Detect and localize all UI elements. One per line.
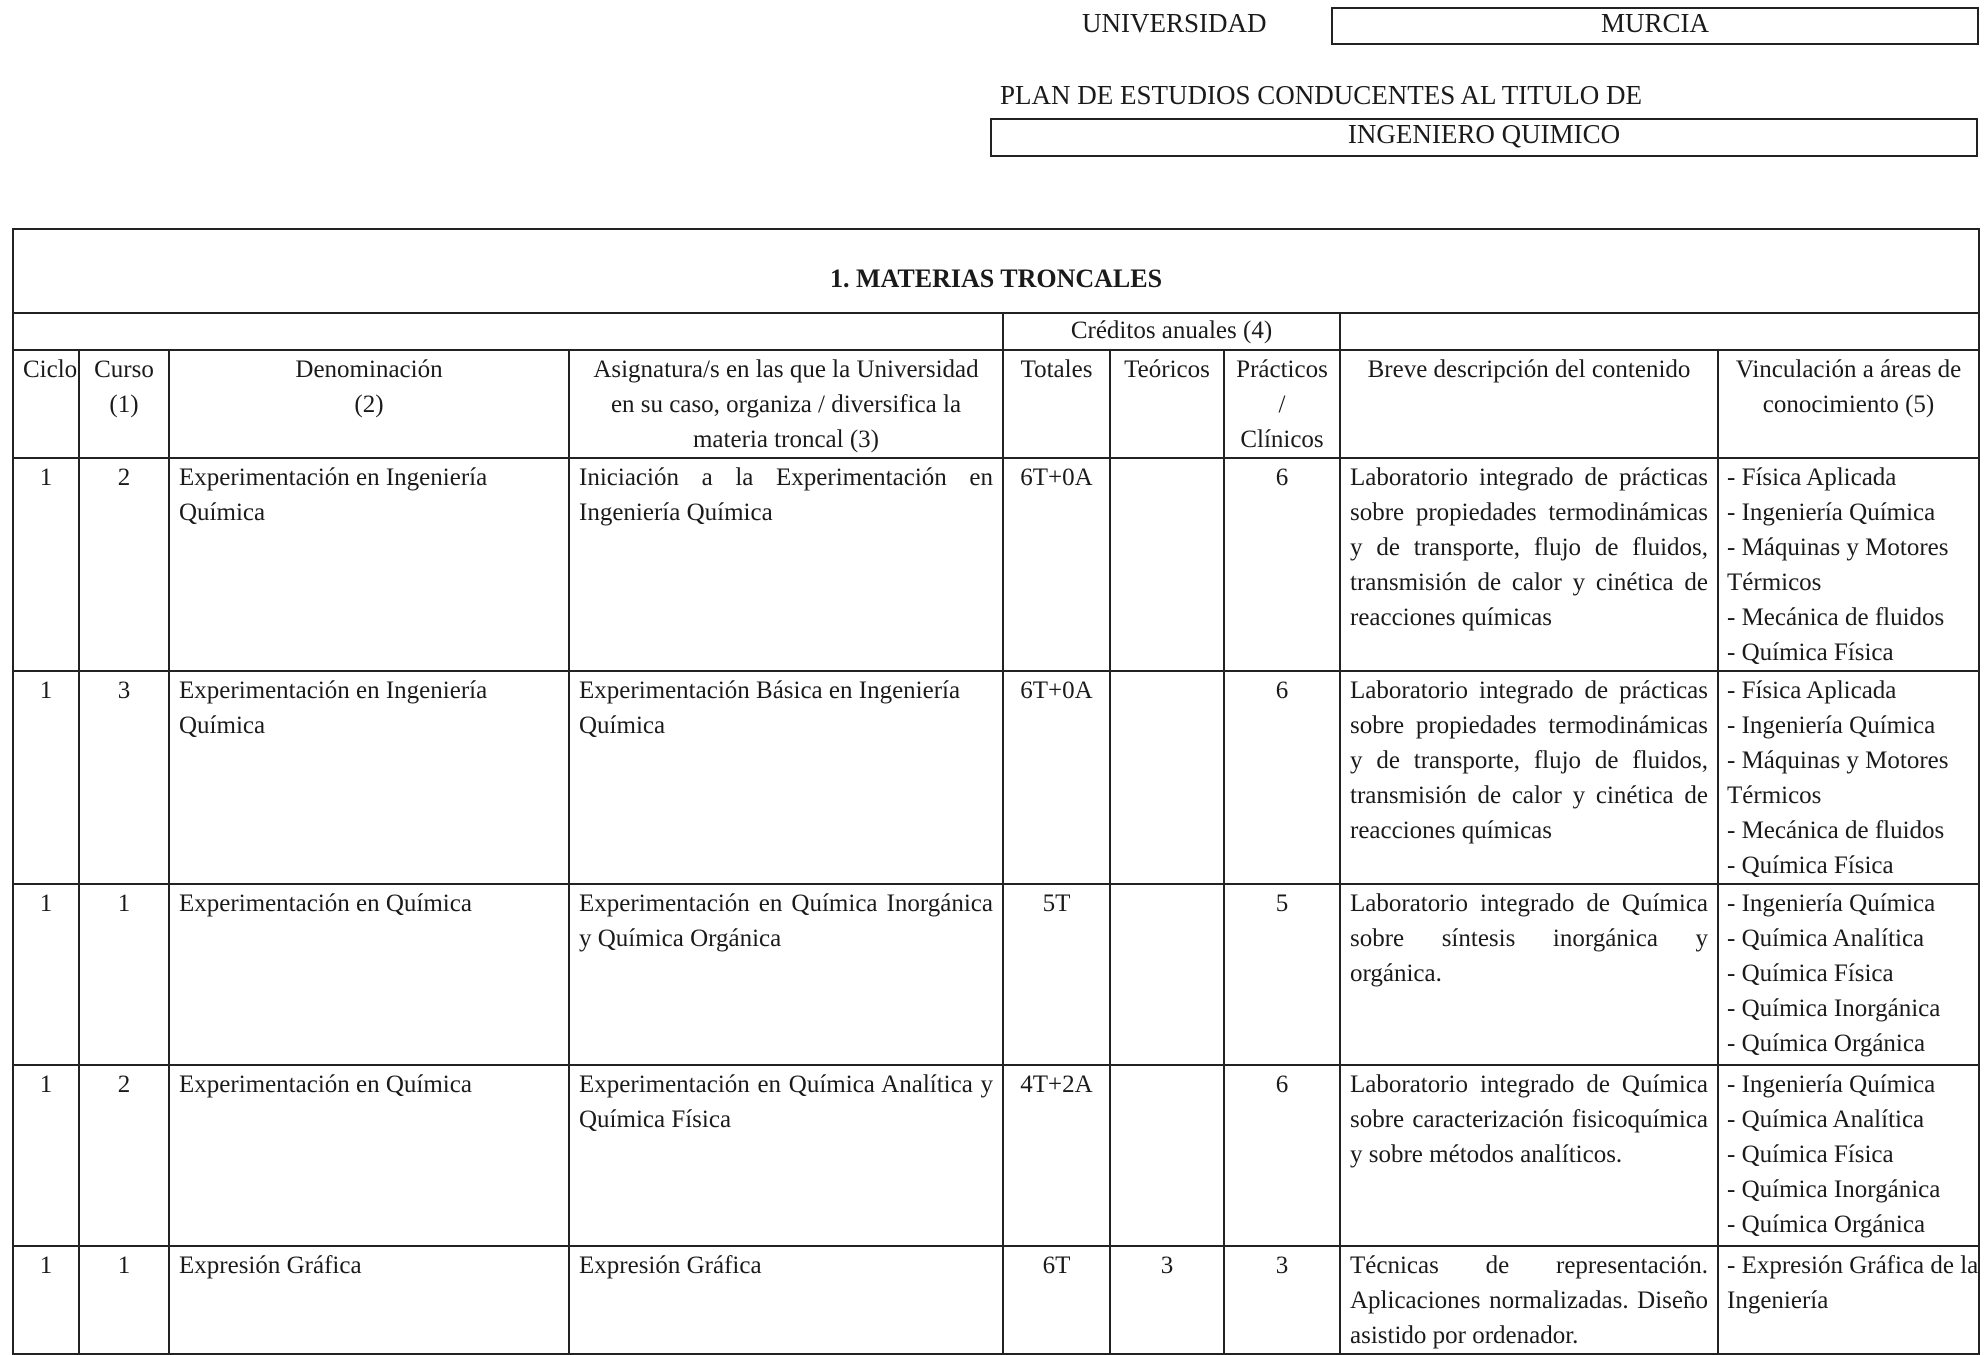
cell-denominacion: Experimentación en Química bbox=[169, 884, 569, 1065]
cell-curso: 2 bbox=[79, 458, 169, 671]
cell-totales: 5T bbox=[1003, 884, 1110, 1065]
cell-areas bbox=[1718, 1246, 1979, 1354]
area-item: - Máquinas y Motores bbox=[1727, 747, 1949, 774]
cell-denominacion: Experimentación en Ingeniería Química bbox=[169, 458, 569, 671]
area-item: Térmicos bbox=[1727, 569, 1822, 596]
cell-asignatura: Iniciación a la Experimentación en Ingeniería Química bbox=[569, 458, 1003, 671]
cell-areas bbox=[1718, 458, 1979, 671]
area-item: - Química Física bbox=[1727, 639, 1894, 666]
titulo-value: INGENIERO QUIMICO bbox=[1347, 119, 1621, 149]
table-row bbox=[13, 458, 1979, 671]
area-item: - Química Analítica bbox=[1727, 1106, 1925, 1133]
blank-header-left bbox=[13, 313, 1003, 350]
cell-descripcion: Laboratorio integrado de Química sobre caracterización fisicoquímica y sobre métodos analíticos. bbox=[1340, 1065, 1718, 1246]
area-item: - Expresión Gráfica de la bbox=[1727, 1252, 1979, 1279]
materias-troncales-table bbox=[12, 228, 1980, 1355]
col-vinculacion: Vinculación a áreas de conocimiento (5) bbox=[1718, 350, 1979, 458]
table-title: 1. MATERIAS TRONCALES bbox=[13, 229, 1979, 313]
col-curso-note: (1) bbox=[109, 391, 139, 418]
cell-asignatura: Experimentación en Química Inorgánica y Química Orgánica bbox=[569, 884, 1003, 1065]
cell-totales: 6T bbox=[1003, 1246, 1110, 1354]
area-item: - Química Orgánica bbox=[1727, 1030, 1926, 1057]
cell-descripcion: Laboratorio integrado de prácticas sobre propiedades termodinámicas y de transporte, flujo de fluidos, transmisión de calor y cinética de reacciones químicas bbox=[1340, 671, 1718, 884]
area-item: - Química Física bbox=[1727, 960, 1894, 987]
area-item: - Ingeniería Química bbox=[1727, 1071, 1936, 1098]
area-item: - Química Inorgánica bbox=[1727, 995, 1941, 1022]
area-item: - Química Física bbox=[1727, 852, 1894, 879]
cell-denominacion: Experimentación en Ingeniería Química bbox=[169, 671, 569, 884]
area-item: - Química Analítica bbox=[1727, 925, 1925, 952]
table-row bbox=[13, 671, 1979, 884]
cell-asignatura: Experimentación en Química Analítica y Química Física bbox=[569, 1065, 1003, 1246]
area-item: - Mecánica de fluidos bbox=[1727, 817, 1945, 844]
cell-teoricos bbox=[1110, 671, 1224, 884]
cell-totales: 6T+0A bbox=[1003, 671, 1110, 884]
cell-teoricos bbox=[1110, 1065, 1224, 1246]
table-row bbox=[13, 1246, 1979, 1354]
col-denominacion bbox=[169, 350, 569, 458]
cell-practicos: 6 bbox=[1224, 671, 1340, 884]
area-item: - Ingeniería Química bbox=[1727, 499, 1936, 526]
cell-ciclo: 1 bbox=[13, 1065, 79, 1246]
table-row bbox=[13, 1065, 1979, 1246]
col-descripcion: Breve descripción del contenido bbox=[1340, 350, 1718, 458]
universidad-label: UNIVERSIDAD bbox=[1082, 8, 1267, 38]
cell-ciclo: 1 bbox=[13, 1246, 79, 1354]
cell-practicos: 6 bbox=[1224, 458, 1340, 671]
area-item: - Física Aplicada bbox=[1727, 677, 1897, 704]
col-denominacion-label: Denominación bbox=[295, 356, 443, 383]
cell-curso: 2 bbox=[79, 1065, 169, 1246]
cell-descripcion: Técnicas de representación. Aplicaciones normalizadas. Diseño asistido por ordenador. bbox=[1340, 1246, 1718, 1354]
col-totales: Totales bbox=[1003, 350, 1110, 458]
area-item: - Física Aplicada bbox=[1727, 464, 1897, 491]
area-item: - Ingeniería Química bbox=[1727, 890, 1936, 917]
area-item: - Química Orgánica bbox=[1727, 1211, 1926, 1238]
cell-totales: 6T+0A bbox=[1003, 458, 1110, 671]
cell-curso: 1 bbox=[79, 884, 169, 1065]
cell-teoricos bbox=[1110, 884, 1224, 1065]
cell-areas bbox=[1718, 1065, 1979, 1246]
cell-descripcion: Laboratorio integrado de prácticas sobre propiedades termodinámicas y de transporte, flujo de fluidos, transmisión de calor y cinética de reacciones químicas bbox=[1340, 458, 1718, 671]
plan-label: PLAN DE ESTUDIOS CONDUCENTES AL TITULO DE bbox=[1000, 80, 1642, 110]
cell-denominacion: Experimentación en Química bbox=[169, 1065, 569, 1246]
cell-descripcion: Laboratorio integrado de Química sobre síntesis inorgánica y orgánica. bbox=[1340, 884, 1718, 1065]
col-practicos: Prácticos / Clínicos bbox=[1224, 350, 1340, 458]
area-item: - Ingeniería Química bbox=[1727, 712, 1936, 739]
area-item: - Mecánica de fluidos bbox=[1727, 604, 1945, 631]
cell-practicos: 6 bbox=[1224, 1065, 1340, 1246]
cell-ciclo: 1 bbox=[13, 884, 79, 1065]
col-teoricos: Teóricos bbox=[1110, 350, 1224, 458]
cell-teoricos: 3 bbox=[1110, 1246, 1224, 1354]
cell-areas bbox=[1718, 671, 1979, 884]
creditos-header: Créditos anuales (4) bbox=[1003, 313, 1340, 350]
area-item: - Química Inorgánica bbox=[1727, 1176, 1941, 1203]
cell-practicos: 5 bbox=[1224, 884, 1340, 1065]
area-item: Ingeniería bbox=[1727, 1287, 1829, 1314]
cell-asignatura: Experimentación Básica en Ingeniería Química bbox=[569, 671, 1003, 884]
cell-totales: 4T+2A bbox=[1003, 1065, 1110, 1246]
cell-asignatura: Expresión Gráfica bbox=[569, 1246, 1003, 1354]
area-item: - Máquinas y Motores bbox=[1727, 534, 1949, 561]
cell-teoricos bbox=[1110, 458, 1224, 671]
col-ciclo: Ciclo bbox=[13, 350, 79, 458]
table-row bbox=[13, 884, 1979, 1065]
cell-practicos: 3 bbox=[1224, 1246, 1340, 1354]
cell-ciclo: 1 bbox=[13, 458, 79, 671]
col-curso bbox=[79, 350, 169, 458]
cell-curso: 1 bbox=[79, 1246, 169, 1354]
cell-ciclo: 1 bbox=[13, 671, 79, 884]
universidad-value-box bbox=[1331, 7, 1979, 45]
blank-header-right bbox=[1340, 313, 1979, 350]
col-denominacion-note: (2) bbox=[354, 391, 384, 418]
cell-curso: 3 bbox=[79, 671, 169, 884]
titulo-value-box bbox=[990, 118, 1978, 157]
col-curso-label: Curso bbox=[94, 356, 154, 383]
area-item: Térmicos bbox=[1727, 782, 1822, 809]
area-item: - Química Física bbox=[1727, 1141, 1894, 1168]
col-asignatura: Asignatura/s en las que la Universidad en su caso, organiza / diversifica la materia troncal (3) bbox=[569, 350, 1003, 458]
cell-denominacion: Expresión Gráfica bbox=[169, 1246, 569, 1354]
cell-areas bbox=[1718, 884, 1979, 1065]
universidad-value: MURCIA bbox=[1600, 8, 1709, 38]
